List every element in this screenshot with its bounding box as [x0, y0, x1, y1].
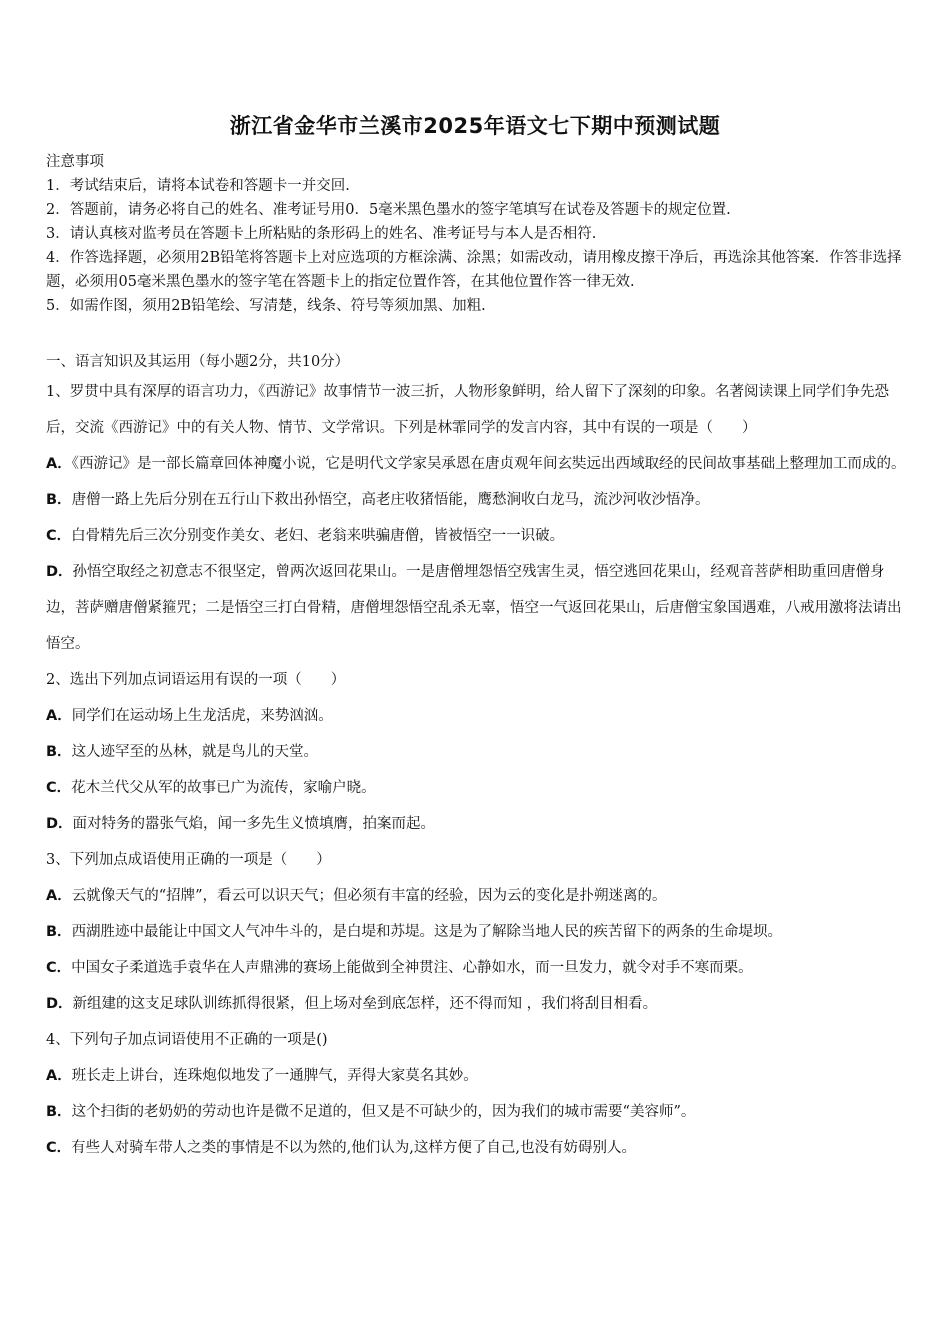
option-text: 这人迹罕至的丛林，就是鸟儿的天堂。	[71, 744, 319, 760]
option	[46, 554, 908, 662]
option-letter: B．	[46, 492, 72, 508]
option-text: 云就像天气的“招牌”，看云可以识天气；但必须有丰富的经验，因为云的变化是扑朔迷离的。	[71, 888, 667, 904]
section-heading: 一、语言知识及其运用（每小题2分，共10分）	[46, 354, 350, 370]
option-letter: D．	[46, 816, 73, 832]
notice-item: 4．作答选择题，必须用2B铅笔将答题卡上对应选项的方框涂满、涂黑；如需改动，请用橡皮擦干净后，再选涂其他答案．作答非选择题，必须用05毫米黑色墨水的签字笔在答题卡上的指定位置作答，在其他位置作答一律无效.	[46, 250, 902, 290]
notice-item: 1．考试结束后，请将本试卷和答题卡一并交回.	[46, 178, 350, 194]
option	[46, 986, 908, 1022]
option	[46, 482, 908, 518]
option	[46, 1130, 908, 1166]
option-letter: C．	[46, 780, 72, 796]
option	[46, 698, 908, 734]
notice-heading: 注意事项	[46, 154, 104, 170]
option-letter: A．	[46, 708, 72, 724]
option-letter: A．	[46, 888, 72, 904]
option	[46, 806, 908, 842]
option-letter: D．	[46, 996, 73, 1012]
option-letter: C．	[46, 528, 72, 544]
option	[46, 1094, 908, 1130]
option	[46, 950, 908, 986]
option	[46, 914, 908, 950]
option	[46, 734, 908, 770]
option-text: 面对特务的嚣张气焰，闻一多先生义愤填膺，拍案而起。	[72, 816, 436, 832]
questions-section	[46, 350, 908, 1166]
option-text: 中国女子柔道选手袁华在人声鼎沸的赛场上能做到全神贯注、心静如水，而一旦发力，就令对手不寒而栗。	[71, 960, 753, 976]
option	[46, 878, 908, 914]
option-letter: A．	[46, 456, 72, 472]
notice-item: 2．答题前，请务必将自己的姓名、准考证号用0．5毫米黑色墨水的签字笔填写在试卷及答题卡的规定位置.	[46, 202, 731, 218]
option	[46, 518, 908, 554]
option-text: 班长走上讲台，连珠炮似地发了一通脾气，弄得大家莫名其妙。	[71, 1068, 478, 1084]
option-text: 白骨精先后三次分别变作美女、老妇、老翁来哄骗唐僧，皆被悟空一一识破。	[71, 528, 565, 544]
option-text: 新组建的这支足球队训练抓得很紧，但上场对垒到底怎样，还不得而知 ，我们将刮目相看。	[72, 996, 658, 1012]
option-letter: C．	[46, 1140, 72, 1156]
question-stem: 3、下列加点成语使用正确的一项是（ ）	[46, 852, 331, 868]
option-text: 同学们在运动场上生龙活虎，来势汹汹。	[71, 708, 333, 724]
option-letter: B．	[46, 1104, 72, 1120]
option-text: 有些人对骑车带人之类的事情是不以为然的,他们认为,这样方便了自己,也没有妨碍别人。	[71, 1140, 636, 1156]
question-stem: 4、下列句子加点词语使用不正确的一项是()	[46, 1032, 328, 1048]
option	[46, 446, 908, 482]
question-stem: 1、罗贯中具有深厚的语言功力，《西游记》故事情节一波三折，人物形象鲜明，给人留下了深刻的印象。名著阅读课上同学们争先恐后，交流《西游记》中的有关人物、情节、文学常识。下列是林霏同学的发言内容，其中有误的一项是（ ）	[46, 384, 889, 436]
option	[46, 770, 908, 806]
option-text: 花木兰代父从军的故事已广为流传，家喻户晓。	[71, 780, 376, 796]
option	[46, 1058, 908, 1094]
option-text: 西湖胜迹中最能让中国文人气冲牛斗的，是白堤和苏堤。这是为了解除当地人民的疾苦留下的两条的生命堤坝。	[71, 924, 783, 940]
notice-item: 5．如需作图，须用2B铅笔绘、写清楚，线条、符号等须加黑、加粗.	[46, 298, 486, 314]
option-text: 这个扫街的老奶奶的劳动也许是微不足道的，但又是不可缺少的，因为我们的城市需要“美容师”。	[71, 1104, 696, 1120]
option-text: 孙悟空取经之初意志不很坚定，曾两次返回花果山。一是唐僧埋怨悟空残害生灵，悟空逃回花果山，经观音菩萨相助重回唐僧身边，菩萨赠唐僧紧箍咒；二是悟空三打白骨精，唐僧埋怨悟空乱杀无辜，悟空一气返回花果山，后唐僧宝象国遇难，八戒用激将法请出悟空。	[46, 564, 902, 652]
option-text: 《西游记》是一部长篇章回体神魔小说，它是明代文学家吴承恩在唐贞观年间玄奘远出西域取经的民间故事基础上整理加工而成的。	[71, 456, 906, 472]
option-text: 唐僧一路上先后分别在五行山下救出孙悟空，高老庄收猪悟能，鹰愁涧收白龙马，流沙河收沙悟净。	[71, 492, 710, 508]
notice-section	[46, 150, 908, 318]
option-letter: D．	[46, 564, 73, 580]
notice-item: 3．请认真核对监考员在答题卡上所粘贴的条形码上的姓名、准考证号与本人是否相符.	[46, 226, 597, 242]
option-letter: C．	[46, 960, 72, 976]
option-letter: A．	[46, 1068, 72, 1084]
page-title: 浙江省金华市兰溪市2025年语文七下期中预测试题	[229, 114, 721, 138]
question-stem: 2、选出下列加点词语运用有误的一项（ ）	[46, 672, 346, 688]
option-letter: B．	[46, 924, 72, 940]
option-letter: B．	[46, 744, 72, 760]
